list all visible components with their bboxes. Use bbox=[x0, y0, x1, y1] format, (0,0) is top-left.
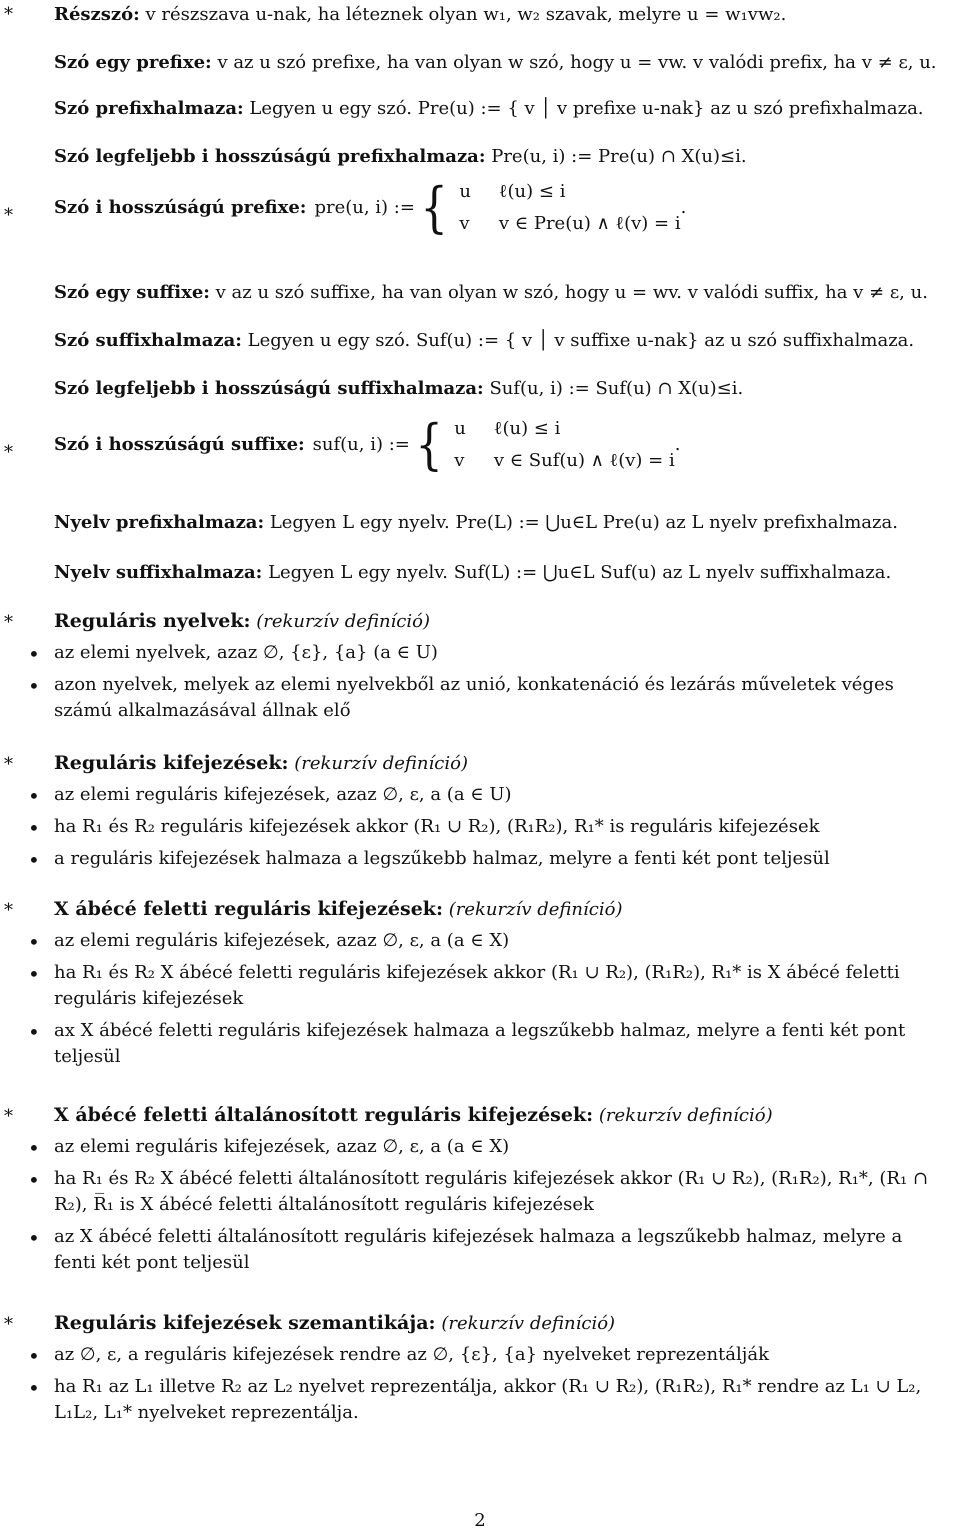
formula-lhs: suf(u, i) := bbox=[312, 433, 410, 455]
term-text: Legyen L egy nyelv. Pre(L) := ⋃u∈L Pre(u) az L nyelv prefixhalmaza. bbox=[269, 512, 898, 533]
case-value: u bbox=[459, 180, 471, 202]
def-title: X ábécé feletti reguláris kifejezések: bbox=[54, 898, 443, 920]
left-brace-icon: { bbox=[420, 176, 448, 239]
term-text: v az u szó suffixe, ha van olyan w szó, hogy u = wv. v valódi suffix, ha v ≠ ε, u. bbox=[215, 282, 928, 303]
left-brace-icon: { bbox=[415, 413, 443, 476]
star-marker: * bbox=[4, 4, 13, 25]
star-marker: * bbox=[4, 1314, 13, 1335]
entry-suffix bbox=[54, 280, 948, 306]
star-marker: * bbox=[4, 205, 13, 226]
page-number: 2 bbox=[474, 1510, 486, 1531]
case-value: v bbox=[454, 450, 465, 471]
term-text: Suf(u, i) := Suf(u) ∩ X(u)≤i. bbox=[489, 378, 744, 399]
entry-legfeljebb-prefix bbox=[54, 144, 948, 170]
term-text: Legyen L egy nyelv. Suf(L) := ⋃u∈L Suf(u) az L nyelv suffixhalmaza. bbox=[268, 562, 892, 583]
def-note: (rekurzív definíció) bbox=[448, 899, 623, 920]
entry-reszszo bbox=[54, 2, 948, 28]
term-label: Szó prefixhalmaza: bbox=[54, 98, 244, 119]
list-item: • az elemi reguláris kifejezések, azaz ∅, ε, a (a ∈ X) bbox=[0, 928, 948, 954]
cases-formula bbox=[410, 413, 681, 476]
term-label: Szó legfeljebb i hosszúságú prefixhalmaza: bbox=[54, 146, 486, 167]
list-item: • ha R₁ és R₂ X ábécé feletti általánosított reguláris kifejezések akkor (R₁ ∪ R₂), (R₁R₂), R₁*, (R₁ ∩ R₂), R̅₁ is X ábécé feletti általánosított reguláris kifejezések bbox=[0, 1166, 948, 1218]
entry-legfeljebb-suffix bbox=[54, 376, 948, 402]
list-item: • az elemi nyelvek, azaz ∅, {ε}, {a} (a ∈ U) bbox=[0, 640, 948, 666]
list-item: • ax X ábécé feletti reguláris kifejezések halmaza a legszűkebb halmaz, melyre a fenti két pont teljesül bbox=[0, 1018, 948, 1070]
def-title: Reguláris nyelvek: bbox=[54, 610, 251, 632]
formula-period: . bbox=[680, 196, 687, 218]
case-value: v bbox=[459, 213, 470, 234]
term-label: Szó legfeljebb i hosszúságú suffixhalmaza: bbox=[54, 378, 484, 399]
def-note: (rekurzív definíció) bbox=[441, 1313, 616, 1334]
list-item: • azon nyelvek, melyek az elemi nyelvekből az unió, konkatenáció és lezárás műveletek véges számú alkalmazásával állnak elő bbox=[0, 672, 948, 724]
def-note: (rekurzív definíció) bbox=[294, 753, 468, 774]
term-label: Szó i hosszúságú prefixe: bbox=[54, 196, 307, 218]
list-item: • ha R₁ az L₁ illetve R₂ az L₂ nyelvet reprezentálja, akkor (R₁ ∪ R₂), (R₁R₂), R₁* rendre az L₁ ∪ L₂, L₁L₂, L₁* nyelveket reprezentálja. bbox=[0, 1374, 948, 1426]
formula-lhs: pre(u, i) := bbox=[314, 196, 415, 218]
formula-period: . bbox=[674, 433, 681, 455]
term-text: Legyen u egy szó. Pre(u) := { v │ v prefixe u-nak} az u szó prefixhalmaza. bbox=[249, 98, 924, 119]
term-label: Nyelv suffixhalmaza: bbox=[54, 562, 263, 583]
case-condition: v ∈ Pre(u) ∧ ℓ(v) = i bbox=[498, 213, 681, 234]
cases-formula bbox=[415, 176, 687, 239]
entry-nyelv-suffix bbox=[54, 560, 948, 586]
star-marker: * bbox=[4, 442, 13, 463]
entry-suffixhalmaz bbox=[54, 328, 948, 354]
entry-i-suffix bbox=[54, 405, 948, 485]
def-note: (rekurzív definíció) bbox=[598, 1105, 773, 1126]
term-text: v az u szó prefixe, ha van olyan w szó, hogy u = vw. v valódi prefix, ha v ≠ ε, u. bbox=[217, 52, 937, 73]
term-label: Részszó: bbox=[54, 4, 140, 25]
def-regularis-kifejezesek bbox=[54, 750, 948, 878]
list-item: • az X ábécé feletti általánosított reguláris kifejezések halmaza a legszűkebb halmaz, melyre a fenti két pont teljesül bbox=[0, 1224, 948, 1276]
list-item: • ha R₁ és R₂ reguláris kifejezések akkor (R₁ ∪ R₂), (R₁R₂), R₁* is reguláris kifejezések bbox=[0, 814, 948, 840]
term-text: Pre(u, i) := Pre(u) ∩ X(u)≤i. bbox=[491, 146, 747, 167]
term-label: Szó i hosszúságú suffixe: bbox=[54, 433, 305, 455]
list-item: • ha R₁ és R₂ X ábécé feletti reguláris kifejezések akkor (R₁ ∪ R₂), (R₁R₂), R₁* is X ábécé feletti reguláris kifejezések bbox=[0, 960, 948, 1012]
list-item: • az ∅, ε, a reguláris kifejezések rendre az ∅, {ε}, {a} nyelveket reprezentálják bbox=[0, 1342, 948, 1368]
case-value: u bbox=[454, 417, 466, 439]
term-text: Legyen u egy szó. Suf(u) := { v │ v suffixe u-nak} az u szó suffixhalmaza. bbox=[247, 330, 915, 351]
case-condition: ℓ(u) ≤ i bbox=[493, 417, 561, 439]
def-title: X ábécé feletti általánosított reguláris kifejezések: bbox=[54, 1104, 594, 1126]
list-item: • az elemi reguláris kifejezések, azaz ∅, ε, a (a ∈ X) bbox=[0, 1134, 948, 1160]
def-title: Reguláris kifejezések szemantikája: bbox=[54, 1312, 436, 1334]
case-condition: v ∈ Suf(u) ∧ ℓ(v) = i bbox=[493, 450, 675, 471]
def-x-altalanositott bbox=[54, 1102, 948, 1282]
term-label: Szó egy suffixe: bbox=[54, 282, 210, 303]
entry-i-prefix bbox=[54, 168, 948, 248]
def-x-regularis bbox=[54, 896, 948, 1076]
case-condition: ℓ(u) ≤ i bbox=[498, 180, 566, 202]
term-text: v részszava u-nak, ha léteznek olyan w₁, w₂ szavak, melyre u = w₁vw₂. bbox=[145, 4, 787, 25]
entry-nyelv-prefix bbox=[54, 510, 948, 536]
def-note: (rekurzív definíció) bbox=[256, 611, 430, 632]
star-marker: * bbox=[4, 754, 13, 775]
entry-prefix bbox=[54, 50, 948, 76]
entry-prefixhalmaz bbox=[54, 96, 948, 122]
term-label: Nyelv prefixhalmaza: bbox=[54, 512, 265, 533]
list-item: • a reguláris kifejezések halmaza a legszűkebb halmaz, melyre a fenti két pont teljesül bbox=[0, 846, 948, 872]
list-item: • az elemi reguláris kifejezések, azaz ∅, ε, a (a ∈ U) bbox=[0, 782, 948, 808]
def-title: Reguláris kifejezések: bbox=[54, 752, 289, 774]
star-marker: * bbox=[4, 900, 13, 921]
term-label: Szó suffixhalmaza: bbox=[54, 330, 242, 351]
star-marker: * bbox=[4, 1106, 13, 1127]
term-label: Szó egy prefixe: bbox=[54, 52, 212, 73]
def-szemantika bbox=[54, 1310, 948, 1432]
star-marker: * bbox=[4, 612, 13, 633]
def-regularis-nyelvek bbox=[54, 608, 948, 730]
